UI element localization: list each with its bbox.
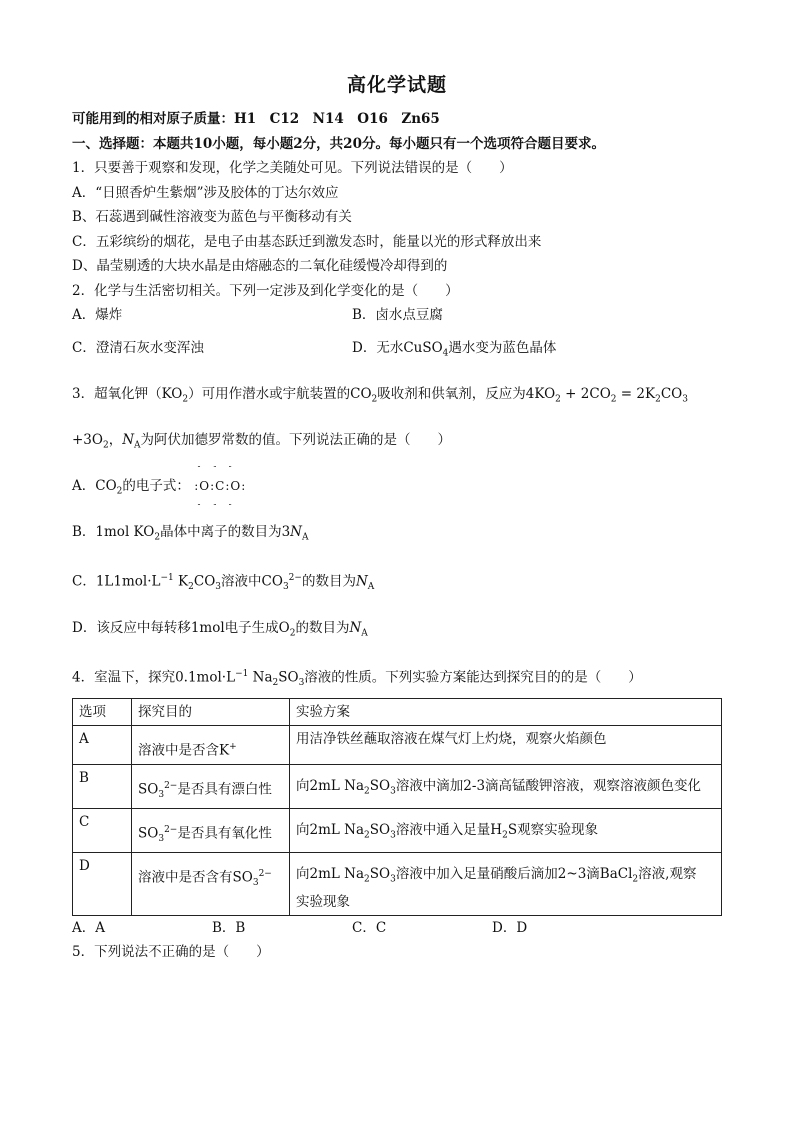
q4-option-d: D．D [492, 919, 528, 936]
table-cell-goal: 溶液中是否含有$SO_3^{2-}$ [132, 852, 290, 915]
table-cell-option: B [73, 764, 132, 808]
q2-options-row1 [72, 303, 722, 328]
table-cell-option: C [73, 808, 132, 852]
q4-stem: 4．室温下，探究$0.1mol\cdot L^{-1}$ $Na_2SO_3$溶液的性质。下列实验方案能达到探究目的的是（ ） [72, 669, 642, 689]
q3-stem-line1: 3．超氧化钾$(KO_2)$可用作潜水或宇航装置的$CO_2$吸收剂和供氧剂，反应为$4KO_2 + 2CO_2 = 2K_2CO_3$ [72, 385, 688, 405]
table-cell-goal: 溶液中是否含K+ [132, 726, 290, 765]
section-heading: 一、选择题：本题共10小题，每小题2分，共20分。每小题只有一个选项符合题目要求。 [72, 135, 605, 152]
table-header: 探究目的 [132, 699, 290, 726]
table-cell-goal: $SO_3^{2-}$是否具有氧化性 [132, 808, 290, 852]
q1-option-c: C．五彩缤纷的烟花，是电子由基态跃迁到激发态时，能量以光的形式释放出来 [72, 233, 542, 250]
atomic-masses: 可能用到的相对原子质量：H1 C12 N14 O16 Zn65 [72, 111, 440, 127]
q2-option-a: A．爆炸 [72, 307, 123, 323]
table-row [73, 852, 722, 915]
q1-option-b: B、石蕊遇到碱性溶液变为蓝色与平衡移动有关 [72, 209, 352, 225]
table-cell-plan: 向2mL $Na_2SO_3$溶液中滴加2-3滴高锰酸钾溶液，观察溶液颜色变化 [290, 764, 722, 808]
table-cell-option: D [73, 852, 132, 915]
q5-stem: 5．下列说法不正确的是（ ） [72, 943, 270, 960]
table-cell-plan: 向2mL $Na_2SO_3$溶液中通入足量$H_2S$观察实验现象 [290, 808, 722, 852]
table-cell-goal: $SO_3^{2-}$是否具有漂白性 [132, 764, 290, 808]
table-row [73, 808, 722, 852]
table-header-row [73, 699, 722, 726]
table-cell-plan: 用洁净铁丝蘸取溶液在煤气灯上灼烧，观察火焰颜色 [290, 726, 722, 765]
q3-option-d: D．该反应中每转移1mol电子生成$O_2$的数目为$N_A$ [72, 620, 368, 639]
q4-table [72, 698, 722, 916]
q2-options-row2 [72, 336, 722, 366]
q3-option-a: A．$CO_2$的电子式： :O ·· ·· :C ·· ·· :O ·· ·· : [72, 463, 246, 509]
q2-stem: 2．化学与生活密切相关。下列一定涉及到化学变化的是（ ） [72, 282, 459, 299]
q1-option-d: D、晶莹剔透的大块水晶是由熔融态的二氧化硅缓慢冷却得到的 [72, 258, 448, 274]
q4-option-b: B．B [212, 919, 246, 936]
table-cell-plan: 向2mL $Na_2SO_3$溶液中加入足量硝酸后滴加2~3滴BaCl$_2$溶液,观察 实验现象 [290, 852, 722, 915]
q4-answer-options [72, 916, 722, 940]
q3-option-b: B．1mol $KO_2$晶体中离子的数目为$3N_A$ [72, 524, 309, 543]
exam-page [72, 70, 722, 964]
table-cell-option: A [73, 726, 132, 765]
table-header: 实验方案 [290, 699, 722, 726]
q2-option-d: D．无水CuSO$_4$遇水变为蓝色晶体 [352, 339, 557, 359]
q4-option-c: C．C [352, 919, 387, 936]
q2-option-b: B．卤水点豆腐 [352, 307, 443, 323]
electron-dot-formula: :O ·· ·· :C ·· ·· :O ·· ·· : [194, 463, 246, 509]
q4-option-a: A．A [72, 919, 105, 936]
q3-option-c: C．$1L1mol\cdot L^{-1}$ $K_2CO_3$溶液中$CO_3^{2-}$的数目为$N_A$ [72, 573, 375, 593]
q2-option-c: C．澄清石灰水变浑浊 [72, 339, 204, 356]
q3-stem-line2: $+3O_2$，$N_A$为阿伏加德罗常数的值。下列说法正确的是（ ） [72, 431, 452, 451]
table-row [73, 726, 722, 765]
page-title: 高化学试题 [346, 74, 447, 96]
table-header: 选项 [73, 699, 132, 726]
q1-stem: 1．只要善于观察和发现，化学之美随处可见。下列说法错误的是（ ） [72, 160, 513, 176]
q1-option-a: A．“日照香炉生紫烟”涉及胶体的丁达尔效应 [72, 184, 339, 201]
table-row [73, 764, 722, 808]
